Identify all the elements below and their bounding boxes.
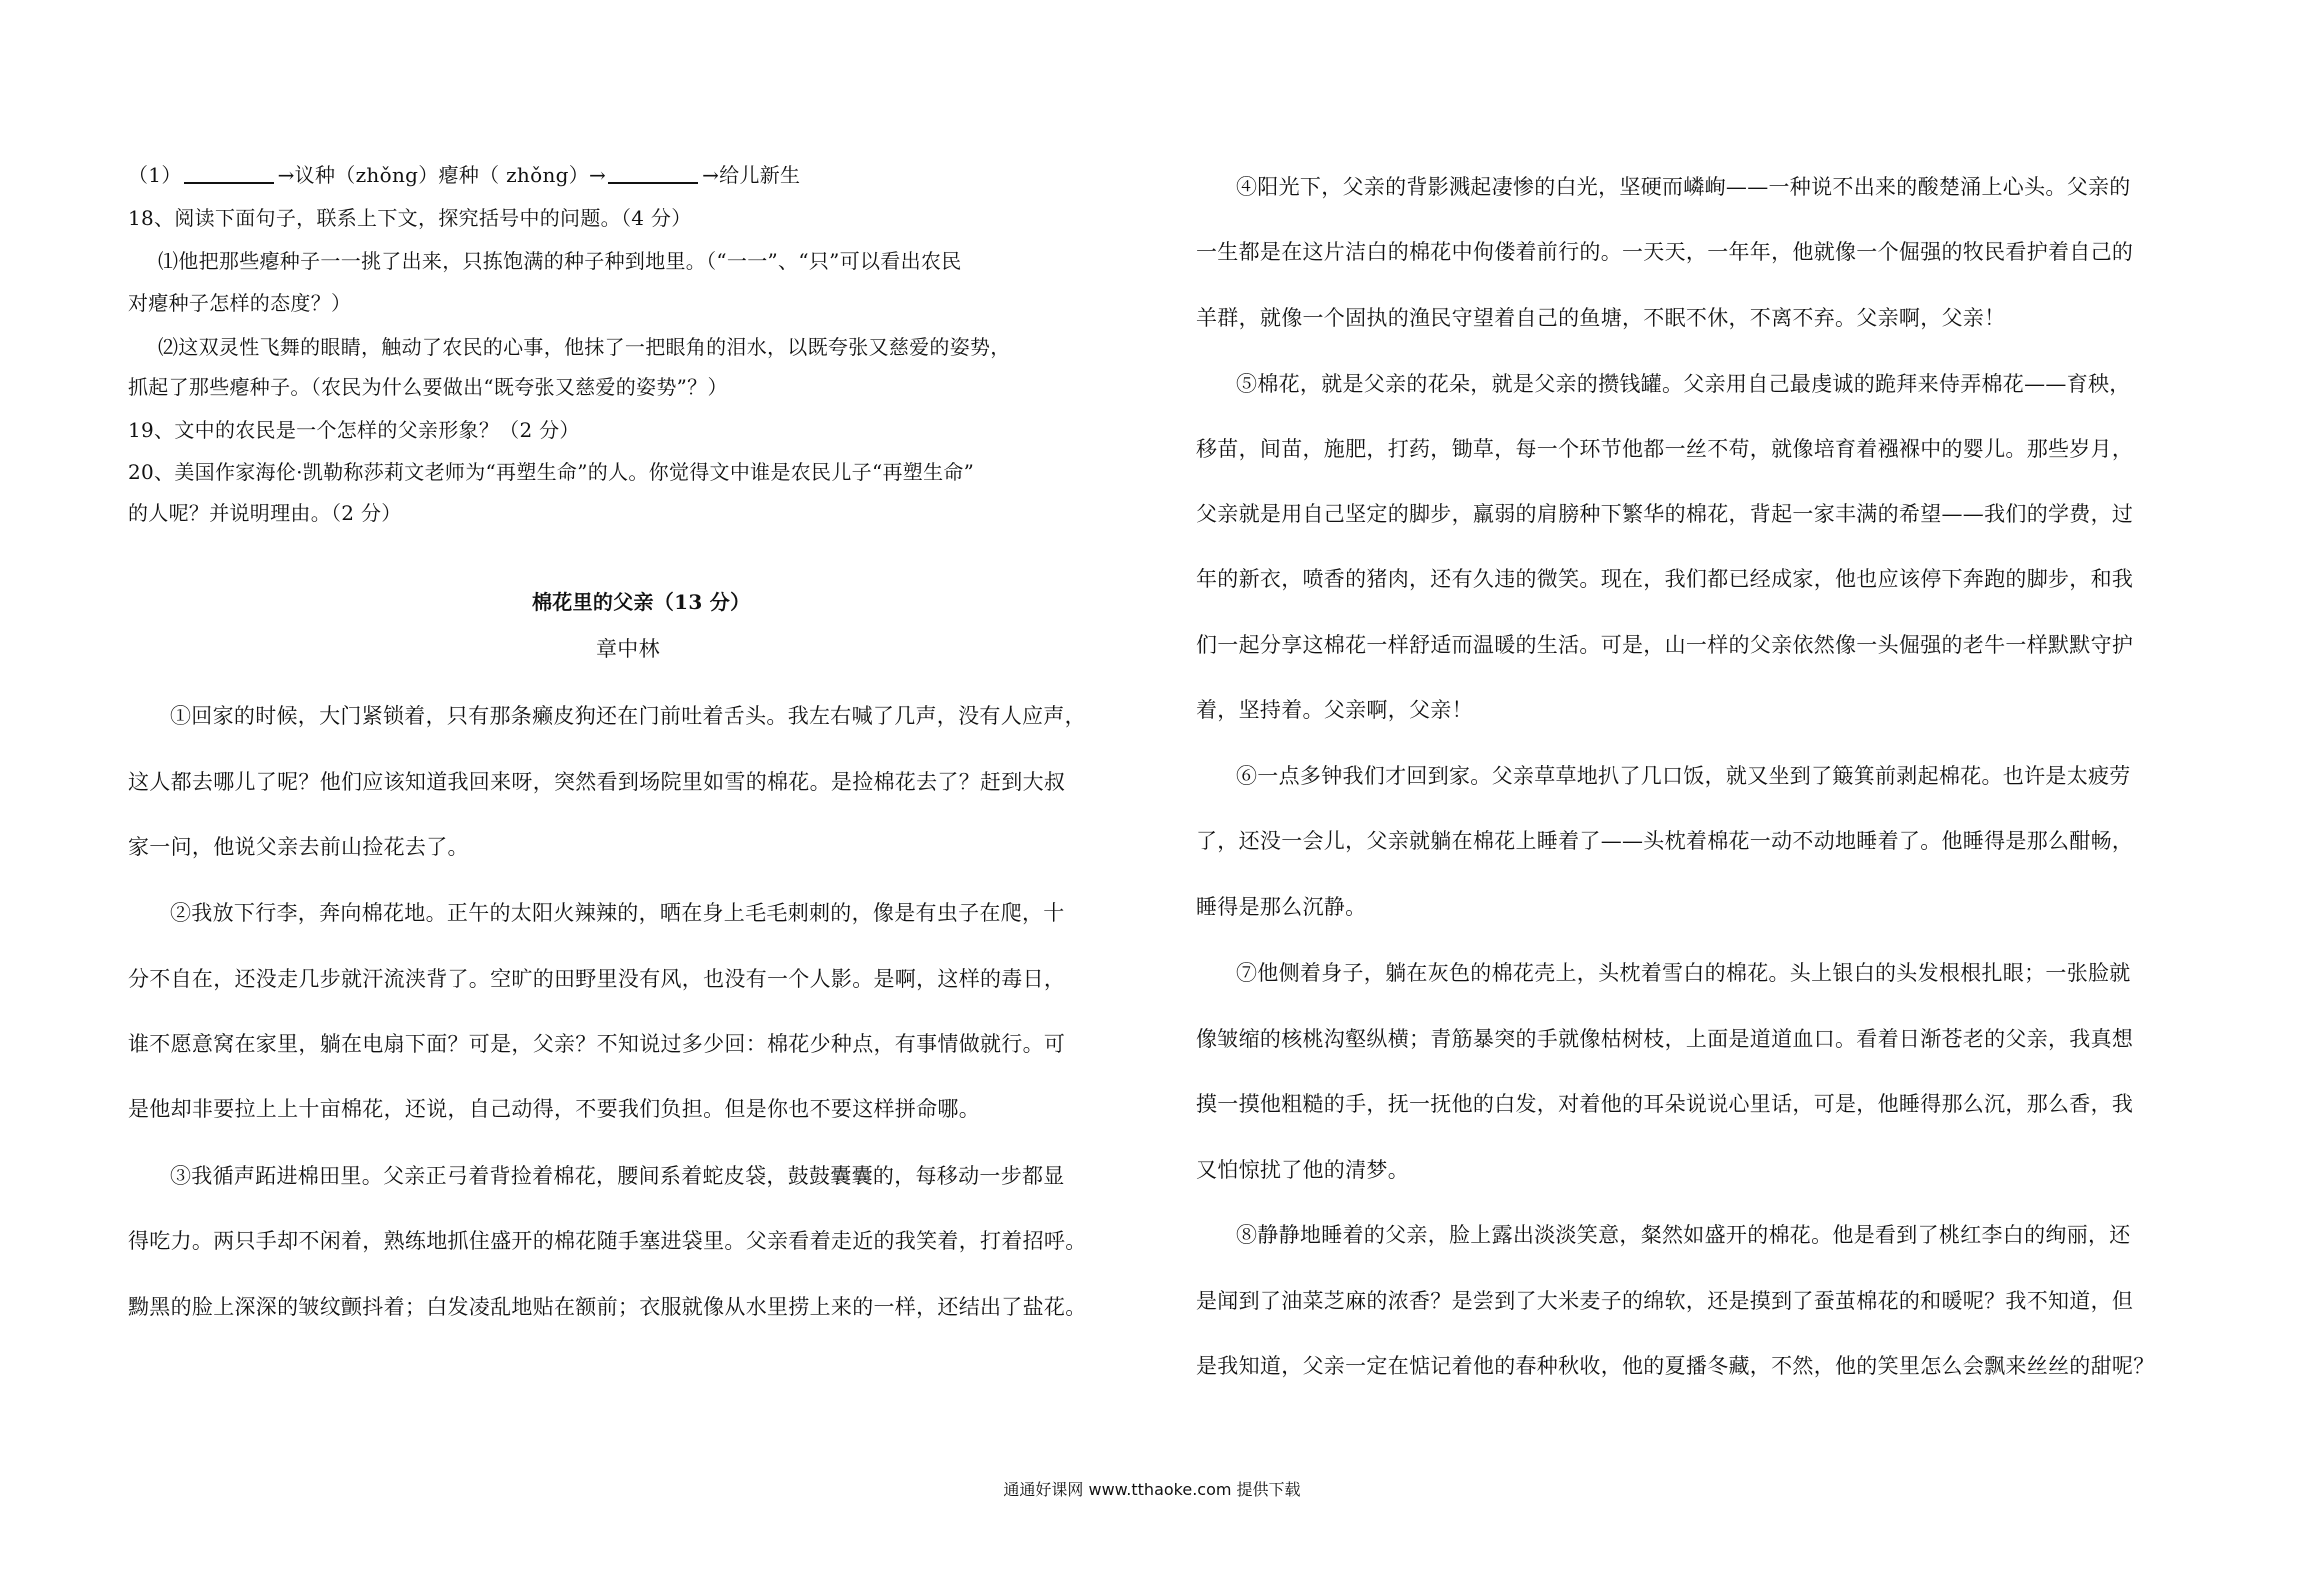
paragraph-line: ①回家的时候，大门紧锁着，只有那条癞皮狗还在门前吐着舌头。我左右喊了几声，没有人应声， xyxy=(170,704,1086,728)
article-title: 棉花里的父亲（13 分） xyxy=(532,590,751,614)
paragraph-line: ④阳光下，父亲的背影溅起凄惨的白光，坚硬而嶙峋——一种说不出来的酸楚涌上心头。父亲的 xyxy=(1236,175,2131,199)
paragraph-line: 是我知道，父亲一定在惦记着他的春种秋收，他的夏播冬藏，不然，他的笑里怎么会飘来丝丝的甜呢？ xyxy=(1196,1354,2155,1378)
q18-part2-line: ⑵这双灵性飞舞的眼睛，触动了农民的心事，他抹了一把眼角的泪水，以既夸张又慈爱的姿势， xyxy=(158,335,1011,359)
q17-answer-line xyxy=(128,162,800,188)
page-footer: 通通好课网 www.tthaoke.com 提供下载 xyxy=(1003,1480,1301,1499)
paragraph-line: ②我放下行李，奔向棉花地。正午的太阳火辣辣的，晒在身上毛毛刺刺的，像是有虫子在爬，十 xyxy=(170,901,1065,925)
article-author: 章中林 xyxy=(596,637,660,661)
q20-line: 的人呢？并说明理由。（2 分） xyxy=(128,501,402,525)
answer-blank xyxy=(184,182,274,184)
q17-mid: →议种（zhǒng）瘪种（ zhǒng）→ xyxy=(277,163,607,187)
answer-blank xyxy=(608,182,698,184)
paragraph-line: 羊群，就像一个固执的渔民守望着自己的鱼塘，不眠不休，不离不弃。父亲啊，父亲！ xyxy=(1196,306,2006,330)
paragraph-line: 们一起分享这棉花一样舒适而温暖的生活。可是，山一样的父亲依然像一头倔强的老牛一样默默守护 xyxy=(1196,633,2134,657)
paragraph-line: 家一问，他说父亲去前山捡花去了。 xyxy=(128,835,469,859)
paragraph-line: 像皱缩的核桃沟壑纵横；青筋暴突的手就像枯树枝，上面是道道血口。看着日渐苍老的父亲，我真想 xyxy=(1196,1027,2134,1051)
q18-heading: 18、阅读下面句子，联系上下文，探究括号中的问题。（4 分） xyxy=(128,206,692,230)
q19-text: 19、文中的农民是一个怎样的父亲形象？（2 分） xyxy=(128,418,580,442)
paragraph-line: 年的新衣，喷香的猪肉，还有久违的微笑。现在，我们都已经成家，他也应该停下奔跑的脚步，和我 xyxy=(1196,567,2134,591)
paragraph-line: ⑤棉花，就是父亲的花朵，就是父亲的攒钱罐。父亲用自己最虔诚的跪拜来侍弄棉花——育秧， xyxy=(1236,372,2131,396)
q18-part2-line: 抓起了那些瘪种子。（农民为什么要做出“既夸张又慈爱的姿势”？） xyxy=(128,375,728,399)
paragraph-line: 了，还没一会儿，父亲就躺在棉花上睡着了——头枕着棉花一动不动地睡着了。他睡得是那么酣畅， xyxy=(1196,829,2134,853)
paragraph-line: 摸一摸他粗糙的手，抚一抚他的白发，对着他的耳朵说说心里话，可是，他睡得那么沉，那么香，我 xyxy=(1196,1092,2134,1116)
paragraph-line: 得吃力。两只手却不闲着，熟练地抓住盛开的棉花随手塞进袋里。父亲看着走近的我笑着，打着招呼。 xyxy=(128,1229,1087,1253)
paragraph-line: 分不自在，还没走几步就汗流浃背了。空旷的田野里没有风，也没有一个人影。是啊，这样的毒日， xyxy=(128,967,1066,991)
paragraph-line: 父亲就是用自己坚定的脚步，羸弱的肩膀种下繁华的棉花，背起一家丰满的希望——我们的学费，过 xyxy=(1196,502,2134,526)
paragraph-line: ⑦他侧着身子，躺在灰色的棉花壳上，头枕着雪白的棉花。头上银白的头发根根扎眼；一张脸就 xyxy=(1236,961,2131,985)
paragraph-line: 黝黑的脸上深深的皱纹颤抖着；白发凌乱地贴在额前；衣服就像从水里捞上来的一样，还结出了盐花。 xyxy=(128,1295,1087,1319)
paragraph-line: ⑥一点多钟我们才回到家。父亲草草地扒了几口饭，就又坐到了簸箕前剥起棉花。也许是太疲劳 xyxy=(1236,764,2131,788)
paragraph-line: ③我循声跖进棉田里。父亲正弓着背捡着棉花，腰间系着蛇皮袋，鼓鼓囊囊的，每移动一步都显 xyxy=(170,1164,1065,1188)
paragraph-line: 又怕惊扰了他的清梦。 xyxy=(1196,1158,1409,1182)
paragraph-line: 移苗，间苗，施肥，打药，锄草，每一个环节他都一丝不苟，就像培育着襁褓中的婴儿。那些岁月， xyxy=(1196,437,2134,461)
q20-line: 20、美国作家海伦·凯勒称莎莉文老师为“再塑生命”的人。你觉得文中谁是农民儿子“再塑生命” xyxy=(128,460,975,484)
q18-part1-line: ⑴他把那些瘪种子一一挑了出来，只拣饱满的种子种到地里。（“一一”、“只”可以看出农民 xyxy=(158,249,962,273)
q17-end: →给儿新生 xyxy=(702,163,801,187)
paragraph-line: 一生都是在这片洁白的棉花中佝偻着前行的。一天天，一年年，他就像一个倔强的牧民看护着自己的 xyxy=(1196,240,2134,264)
paragraph-line: ⑧静静地睡着的父亲，脸上露出淡淡笑意，粲然如盛开的棉花。他是看到了桃红李白的绚丽，还 xyxy=(1236,1223,2131,1247)
paragraph-line: 着，坚持着。父亲啊，父亲！ xyxy=(1196,698,1473,722)
paragraph-line: 这人都去哪儿了呢？他们应该知道我回来呀，突然看到场院里如雪的棉花。是捡棉花去了？赶到大叔 xyxy=(128,770,1066,794)
paragraph-line: 是闻到了油菜芝麻的浓香？是尝到了大米麦子的绵软，还是摸到了蚕茧棉花的和暖呢？我不知道，但 xyxy=(1196,1289,2134,1313)
paragraph-line: 睡得是那么沉静。 xyxy=(1196,895,1367,919)
q17-prefix: （1） xyxy=(128,163,182,187)
q18-part1-line: 对瘪种子怎样的态度？） xyxy=(128,291,352,315)
paragraph-line: 谁不愿意窝在家里，躺在电扇下面？可是，父亲？不知说过多少回：棉花少种点，有事情做就行。可 xyxy=(128,1032,1066,1056)
paragraph-line: 是他却非要拉上上十亩棉花，还说，自己动得，不要我们负担。但是你也不要这样拼命哪。 xyxy=(128,1097,980,1121)
